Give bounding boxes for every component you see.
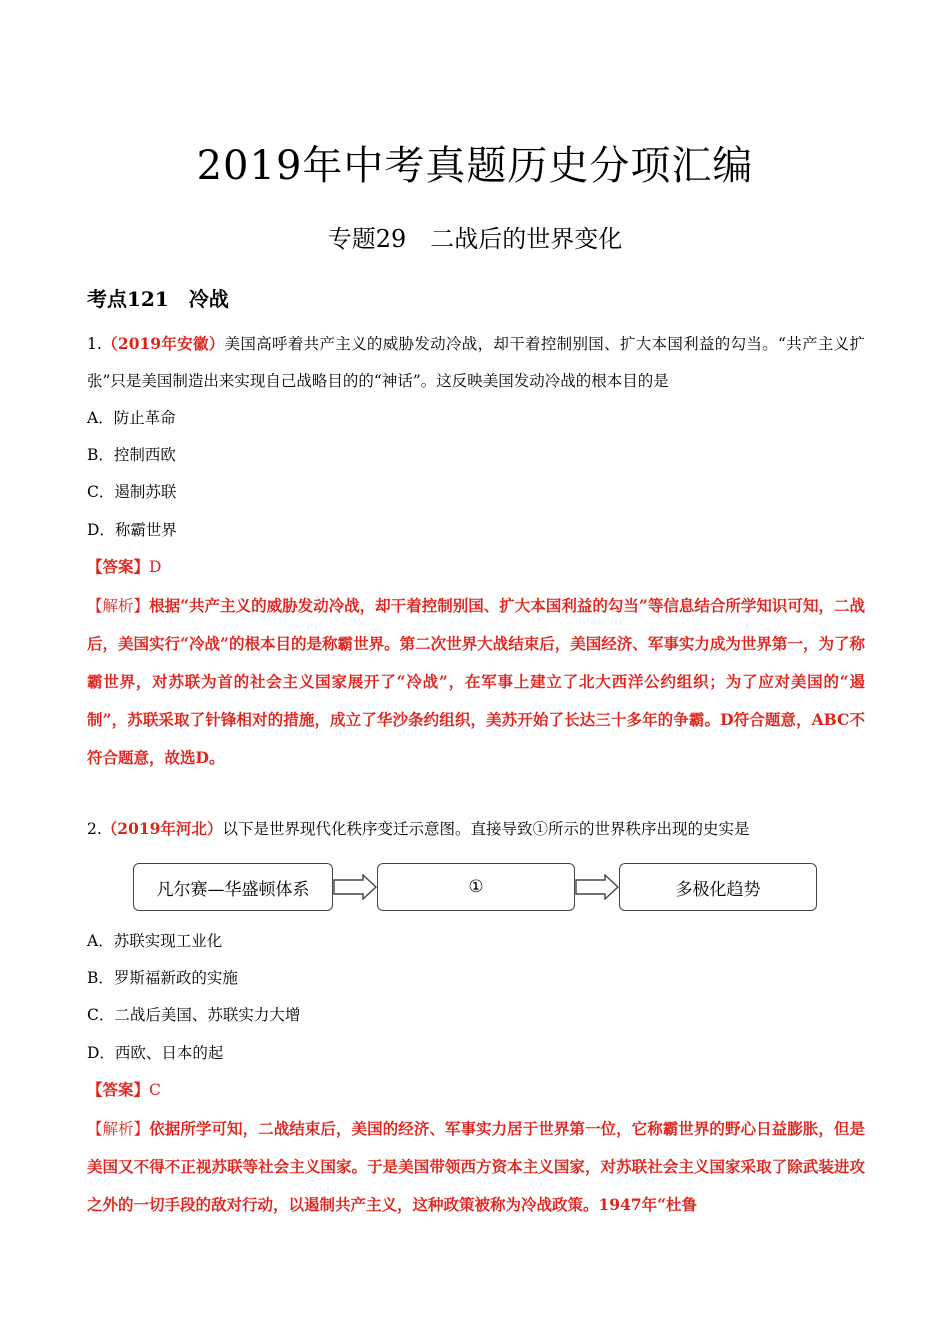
analysis-label: 【解析】: [87, 597, 150, 615]
option-a: A．防止革命: [87, 409, 176, 427]
arrow-right-icon: [333, 874, 377, 900]
question-2-stem: [87, 810, 865, 848]
diagram-box-versailles: 凡尔赛—华盛顿体系: [133, 863, 333, 911]
option-a: A．苏联实现工业化: [87, 932, 223, 950]
question-1-stem: [87, 325, 865, 400]
answer-label: 【答案】: [87, 1080, 150, 1099]
analysis-label: 【解析】: [87, 1120, 150, 1138]
answer-value: D: [149, 558, 162, 576]
question-source: （2019年河北）: [101, 819, 223, 838]
answer-line: [87, 555, 161, 579]
answer-value: C: [149, 1081, 161, 1099]
option-b: B．罗斯福新政的实施: [87, 969, 238, 987]
answer-line: [87, 1078, 161, 1102]
question-number: 2.: [87, 820, 102, 838]
question-text: 以下是世界现代化秩序变迁示意图。直接导致①所示的世界秩序出现的史实是: [222, 820, 750, 838]
option-d: D．称霸世界: [87, 521, 177, 539]
diagram-box-multipolar: 多极化趋势: [619, 863, 817, 911]
answer-label: 【答案】: [87, 557, 150, 576]
analysis-text: 根据“共产主义的威胁发动冷战，却干着控制别国、扩大本国利益的勾当”等信息结合所学知识可知，二战后，美国实行“冷战”的根本目的是称霸世界。第二次世界大战结束后，美国经济、军事实力成为世界第一，为了称霸世界，对苏联为首的社会主义国家展开了“冷战”，在军事上建立了北大西洋公约组织；为了应对美国的“遏制”，苏联采取了针锋相对的措施，成立了华沙条约组织，美苏开始了长达三十多年的争霸。D符合题意，ABC不符合题意，故选D。: [87, 596, 865, 767]
option-b: B．控制西欧: [87, 446, 176, 464]
question-text: 美国高呼着共产主义的威胁发动冷战，却干着控制别国、扩大本国利益的勾当。“共产主义扩张”只是美国制造出来实现自己战略目的的“神话”。这反映美国发动冷战的根本目的是: [87, 335, 865, 390]
question-number: 1.: [87, 335, 102, 353]
option-d: D．西欧、日本的起: [87, 1044, 224, 1062]
analysis-2: [87, 1110, 865, 1224]
arrow-right-icon: [575, 874, 619, 900]
order-change-diagram: [133, 860, 823, 918]
section-heading: 考点121 冷战: [87, 287, 229, 311]
analysis-1: [87, 587, 865, 777]
question-source: （2019年安徽）: [101, 334, 225, 353]
analysis-text: 依据所学可知，二战结束后，美国的经济、军事实力居于世界第一位，它称霸世界的野心日益膨胀，但是美国又不得不正视苏联等社会主义国家。于是美国带领西方资本主义国家，对苏联社会主义国家采取了除武装进攻之外的一切手段的敌对行动，以遏制共产主义，这种政策被称为冷战政策。1947年“杜鲁: [87, 1119, 865, 1214]
document-title: 2019年中考真题历史分项汇编: [196, 143, 754, 189]
option-c: C．二战后美国、苏联实力大增: [87, 1006, 301, 1024]
diagram-box-blank: ①: [377, 863, 575, 911]
topic-subtitle: 专题29 二战后的世界变化: [327, 225, 623, 253]
option-c: C．遏制苏联: [87, 483, 177, 501]
